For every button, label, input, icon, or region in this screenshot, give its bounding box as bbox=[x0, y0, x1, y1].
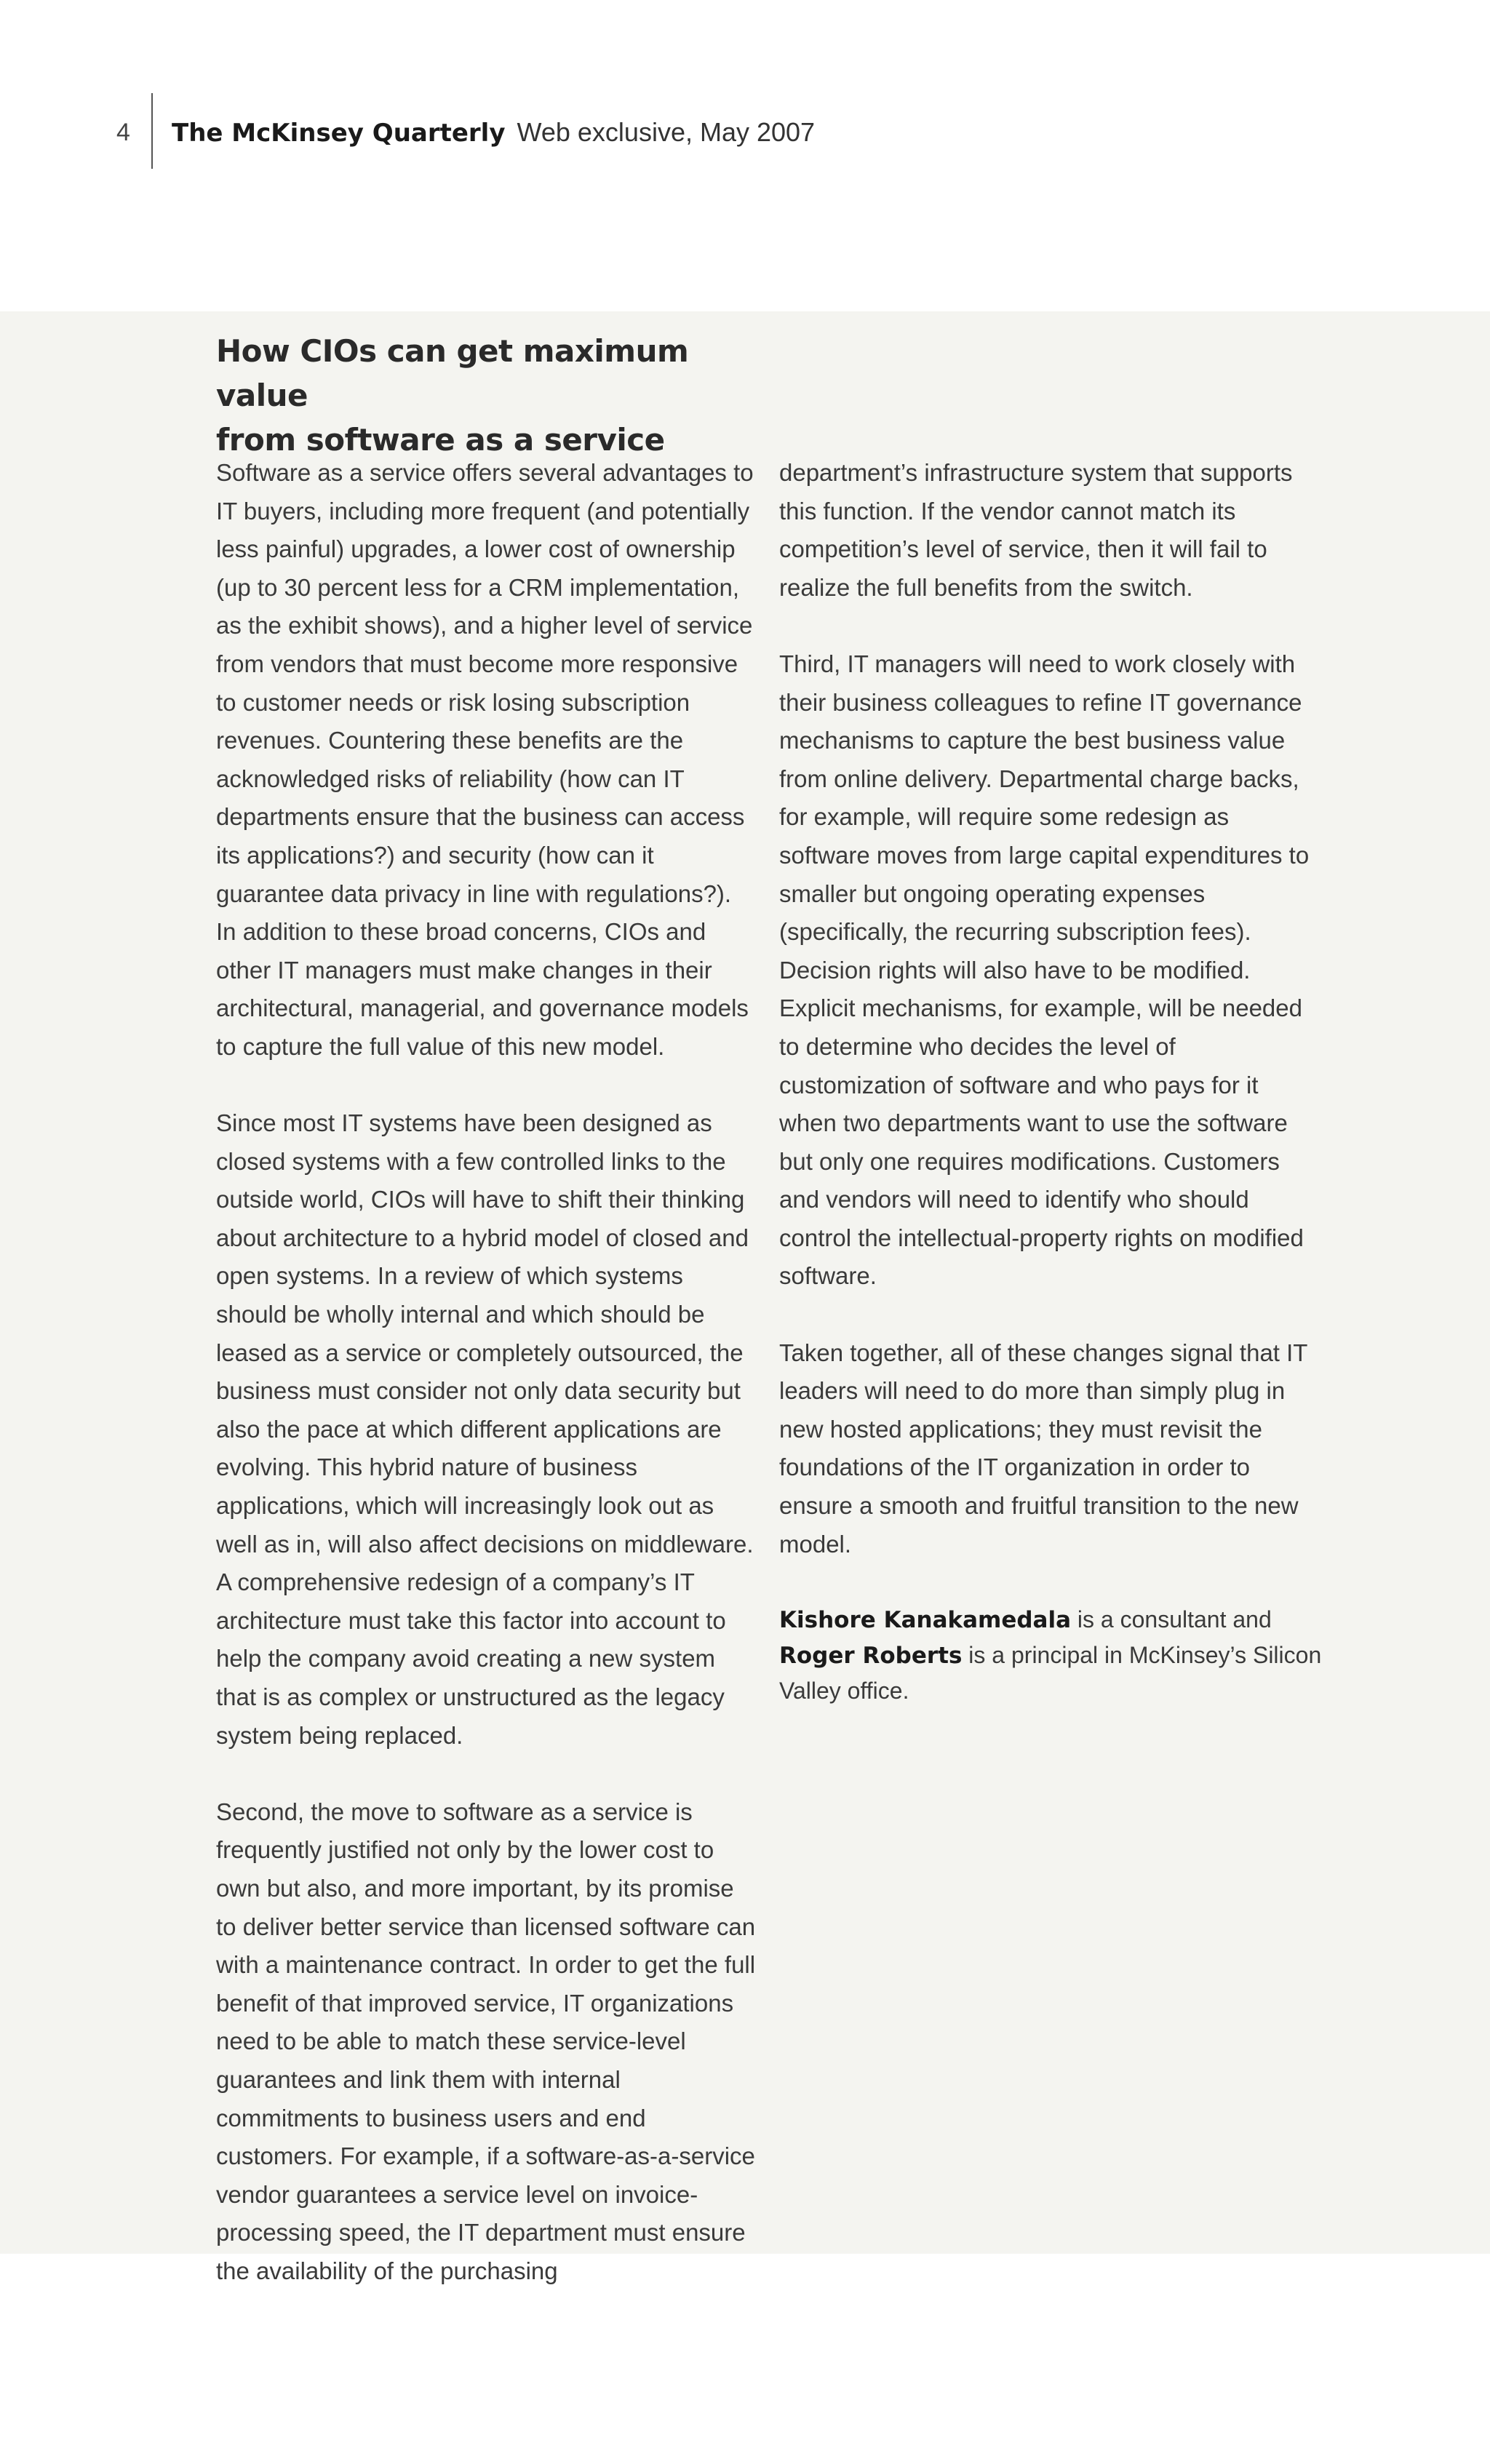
paragraph-advantages: Software as a service offers several advantages to IT buyers, including more frequent (and potentially less painful) upgrades, a lower cost of ownership (up to 30 percent less for a CRM implementation, as the exhibit shows), and a higher level of service from vendors that must become more responsive to customer needs or risk losing subscription revenues. Countering these benefits are the acknowledged risks of reliability (how can IT departments ensure that the business can access its applications?) and security (how can it guarantee data privacy in line with regulations?). In addition to these broad concerns, CIOs and other IT managers must make changes in their architectural, managerial, and governance models to capture the full value of this new model. bbox=[216, 459, 754, 1060]
paragraph-service-levels: Second, the move to software as a service is frequently justified not only by the lower cost to own but also, and more important, by its promise to deliver better service than licensed software can with a maintenance contract. In order to get the full benefit of that improved service, IT organizations need to be able to match these service-level guarantees and link them with internal commitments to business users and end customers. For example, if a software-as-a-service vendor guarantees a service level on invoice-processing speed, the IT department must ensure the availability of the purchasing bbox=[216, 1798, 756, 2284]
paragraph-service-levels-continued: department’s infrastructure system that supports this function. If the vendor cannot match its competition’s level of service, then it will fail to realize the full benefits from the switch. bbox=[779, 459, 1293, 601]
paragraph-governance: Third, IT managers will need to work closely with their business colleagues to refine IT governance mechanisms to capture the best business value from online delivery. Departmental charge backs, for example, will require some redesign as software moves from large capital expenditures to smaller but ongoing operating expenses (specifically, the recurring subscription fees). Decision rights will also have to be modified. Explicit mechanisms, for example, will be needed to determine who decides the level of customization of software and who pays for it when two departments want to use the software but only one requires modifications. Customers and vendors will need to identify who should control the intellectual-property rights on modified software. bbox=[779, 650, 1310, 1290]
author-bio-text-2: is a principal in McKinsey’s Silicon Valley office. bbox=[779, 1641, 1322, 1704]
author-bio bbox=[779, 1602, 1322, 1708]
paragraph-conclusion: Taken together, all of these changes signal that IT leaders will need to do more than simply plug in new hosted applications; they must revisit the foundations of the IT organization in order to ensure a smooth and fruitful transition to the new model. bbox=[779, 1339, 1307, 1558]
page-header bbox=[0, 0, 1490, 189]
masthead bbox=[172, 116, 815, 149]
author-name-1: Kishore Kanakamedala bbox=[779, 1606, 1072, 1633]
author-name-2: Roger Roberts bbox=[779, 1642, 963, 1669]
edition-label: Web exclusive, May 2007 bbox=[517, 117, 816, 147]
author-bio-text-1: is a consultant and bbox=[1071, 1606, 1272, 1632]
right-column bbox=[779, 454, 1322, 1746]
page-number: 4 bbox=[116, 119, 130, 146]
header-divider bbox=[151, 93, 153, 169]
sidebar-title-line-1: How CIOs can get maximum value bbox=[216, 333, 689, 413]
publication-name: The McKinsey Quarterly bbox=[172, 119, 506, 148]
sidebar-title bbox=[216, 329, 769, 462]
sidebar-title-line-2: from software as a service bbox=[216, 422, 665, 458]
left-column bbox=[216, 454, 756, 2329]
paragraph-architecture: Since most IT systems have been designed as closed systems with a few controlled links to the outside world, CIOs will have to shift their thinking about architecture to a hybrid model of closed and open systems. In a review of which systems should be wholly internal and which should be leased as a service or completely outsourced, the business must consider not only data security but also the pace at which different applications are evolving. This hybrid nature of business applications, which will increasingly look out as well as in, will also affect decisions on middleware. A comprehensive redesign of a company’s IT architecture must take this factor into account to help the company avoid creating a new system that is as complex or unstructured as the legacy system being replaced. bbox=[216, 1109, 754, 1749]
